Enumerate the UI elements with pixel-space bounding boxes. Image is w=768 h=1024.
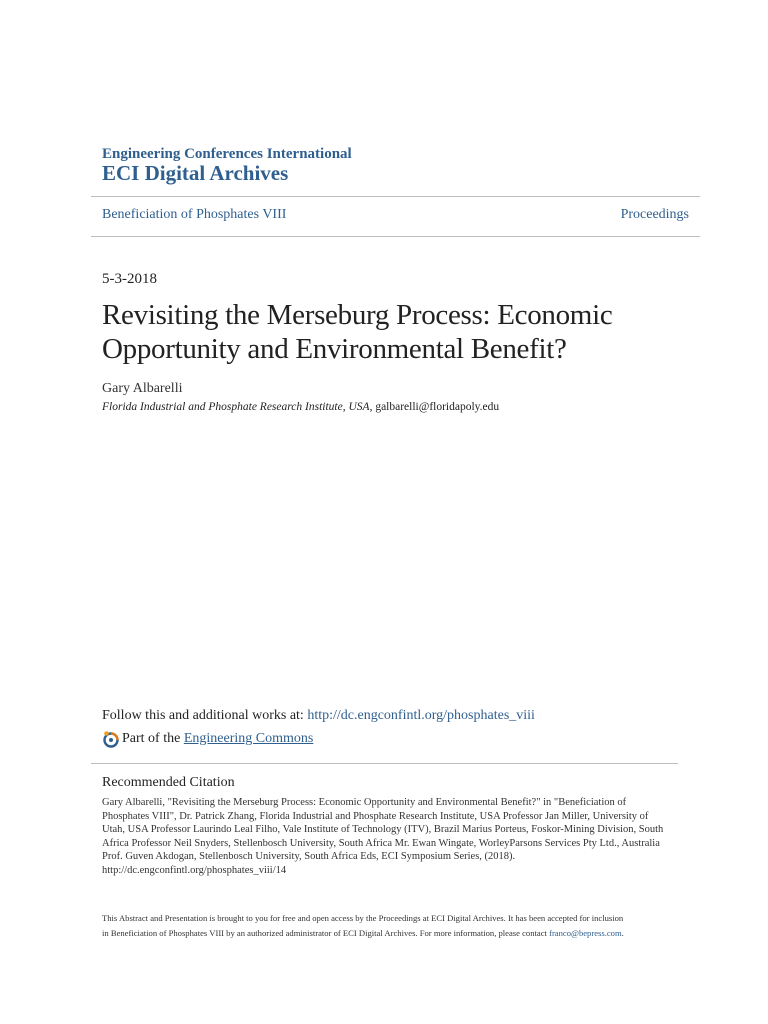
author-affiliation [102, 400, 499, 415]
paper-title-line-2: Opportunity and Environmental Benefit? [102, 333, 567, 365]
publication-date: 5-3-2018 [102, 271, 157, 287]
paper-title [102, 298, 662, 366]
access-notice-end: . [621, 928, 624, 938]
collection-link[interactable]: Beneficiation of Phosphates VIII [102, 207, 287, 222]
contact-email-link[interactable]: franco@bepress.com [549, 928, 622, 938]
proceedings-link[interactable]: Proceedings [620, 207, 689, 222]
access-notice-line-2-text: in Beneficiation of Phosphates VIII by an authorized administrator of ECI Digital Archives. For more information, please contact [102, 928, 550, 938]
part-of-prefix: Part of the [122, 731, 181, 746]
citation-divider [91, 763, 678, 764]
archive-name[interactable]: ECI Digital Archives [102, 161, 289, 185]
access-notice [102, 911, 682, 941]
author-name: Gary Albarelli [102, 381, 183, 396]
header-divider-top [91, 196, 700, 197]
header-divider-bottom [91, 236, 700, 237]
author-institution: Florida Industrial and Phosphate Research Institute, USA [102, 401, 370, 413]
citation-text: Gary Albarelli, "Revisiting the Merseburg Process: Economic Opportunity and Environmental Benefit?" in "Beneficiation of Phosphates VIII", Dr. Patrick Zhang, Florida Industrial and Phosphate Research Institute, USA Professor Jan Miller, University of Utah, USA Professor Laurindo Leal Filho, Vale Institute of Technology (ITV), Brazil Marius Porteus, Foskor-Mining Division, South Africa Professor Neil Snyders, Stellenbosch University, South Africa Mr. Ewan Wingate, WorleyParsons Services Pty Ltd., Australia Prof. Guven Akdogan, Stellenbosch University, South Africa Eds, ECI Symposium Series, (2018). http://dc.engconfintl.org/phosphates_viii/14 [102, 797, 664, 876]
follow-line [102, 707, 535, 725]
citation-heading: Recommended Citation [102, 775, 235, 790]
follow-prefix: Follow this and additional works at: [102, 708, 308, 723]
paper-title-line-1: Revisiting the Merseburg Process: Economic [102, 299, 613, 331]
part-of-line [102, 730, 313, 748]
access-notice-line-2 [102, 926, 682, 941]
engineering-commons-link[interactable]: Engineering Commons [183, 731, 314, 746]
author-email: , galbarelli@floridapoly.edu [369, 401, 500, 413]
follow-url-link[interactable]: http://dc.engconfintl.org/phosphates_viii [307, 708, 535, 723]
network-commons-icon [102, 730, 120, 748]
access-notice-line-1: This Abstract and Presentation is brought to you for free and open access by the Proceedings at ECI Digital Archives. It has been accepted for inclusion [102, 913, 624, 923]
organization-name: Engineering Conferences International [102, 146, 352, 162]
